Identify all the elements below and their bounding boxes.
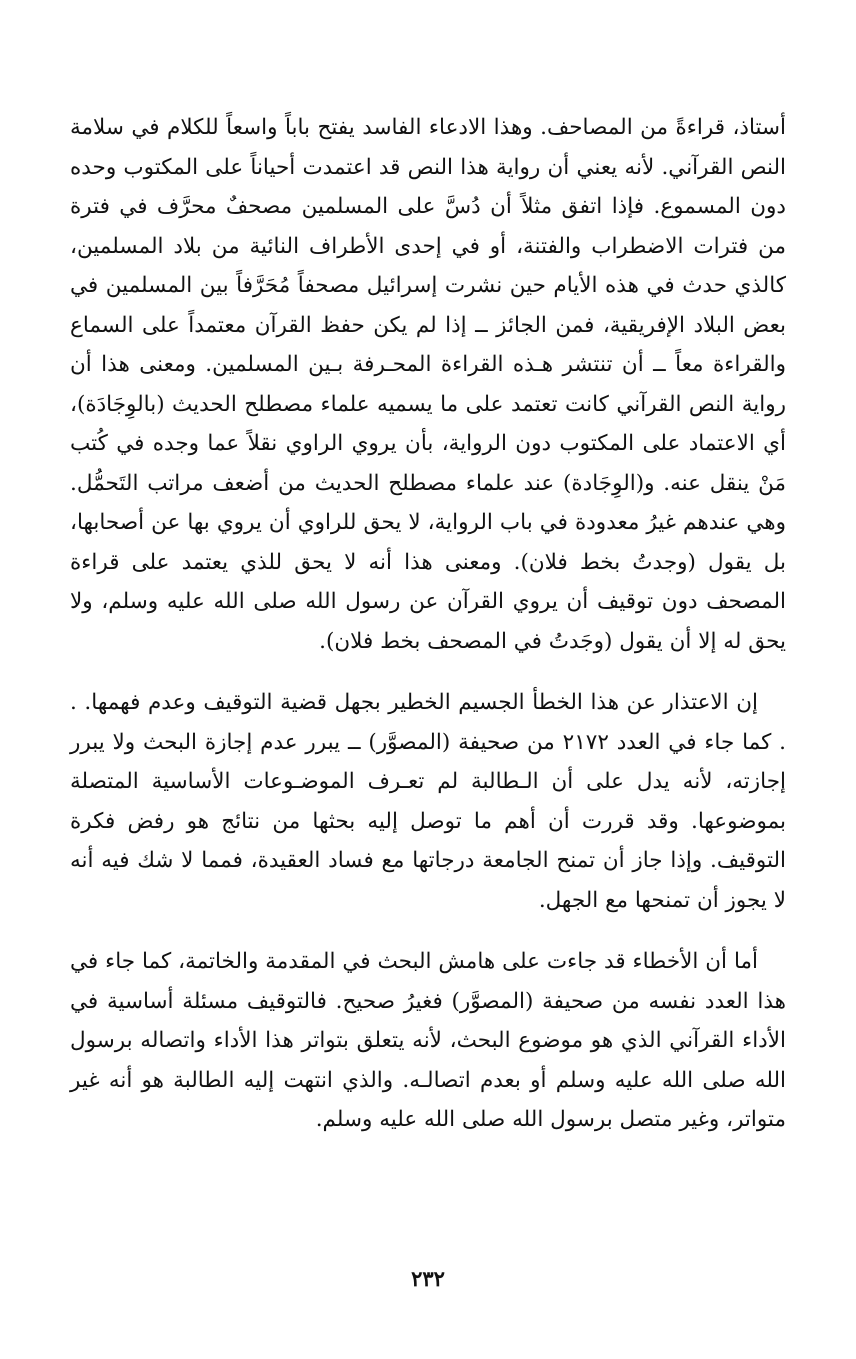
page-number: ٢٣٢ [411, 1266, 445, 1291]
paragraph-3: أما أن الأخطاء قد جاءت على هامش البحث في المقدمة والخاتمة، كما جاء في هذا العدد نفسه من صحيفة (المصوَّر) فغيرُ صحيح. فالتوقيف مسئلة أساسية في الأداء القرآني الذي هو موضوع البحث، لأنه يتعلق بتواتر هذا الأداء واتصاله برسول الله صلى الله عليه وسلم أو بعدم اتصالـه. والذي انتهت إليه الطالبة هو أنه غير متواتر، وغير متصل برسول الله صلى الله عليه وسلم. [70, 949, 786, 1132]
body-text [70, 108, 786, 1140]
paragraph-1: أستاذ، قراءةً من المصاحف. وهذا الادعاء الفاسد يفتح باباً واسعاً للكلام في سلامة النص القرآني. لأنه يعني أن رواية هذا النص قد اعتمدت أحياناً على المكتوب وحده دون المسموع. فإذا اتفق مثلاً أن دُسَّ على المسلمين مصحفٌ محرَّف في فترة من فترات الاضطراب والفتنة، أو في إحدى الأطراف النائية من بلاد المسلمين، كالذي حدث في هذه الأيام حين نشرت إسرائيل مصحفاً مُحَرَّفاً بين المسلمين في بعض البلاد الإفريقية، فمن الجائز ــ إذا لم يكن حفظ القرآن معتمداً على السماع والقراءة معاً ــ أن تنتشر هـذه القراءة المحـرفة بـين المسلمين. ومعنى هذا أن رواية النص القرآني كانت تعتمد على ما يسميه علماء مصطلح الحديث (بالوِجَادَة)، أي الاعتماد على المكتوب دون الرواية، بأن يروي الراوي نقلاً عما وجده في كُتب مَنْ ينقل عنه. و(الوِجَادة) عند علماء مصطلح الحديث من أضعف مراتب التَحمُّل. وهي عندهم غيرُ معدودة في باب الرواية، لا يحق للراوي أن يروي بها عن أصحابها، بل يقول (وجدتُ بخط فلان). ومعنى هذا أنه لا يحق للذي يعتمد على قراءة المصحف دون توقيف أن يروي القرآن عن رسول الله صلى الله عليه وسلم، ولا يحق له إلا أن يقول (وجَدتُ في المصحف بخط فلان). [70, 115, 786, 654]
paragraph-2: إن الاعتذار عن هذا الخطأ الجسيم الخطير بجهل قضية التوقيف وعدم فهمها. . . كما جاء في العدد ٢١٧٢ من صحيفة (المصوَّر) ــ يبرر عدم إجازة البحث ولا يبرر إجازته، لأنه يدل على أن الـطالبة لم تعـرف الموضـوعات الأساسية المتصلة بموضوعها. وقد قررت أن أهم ما توصل إليه بحثها من نتائج هو رفض فكرة التوقيف. وإذا جاز أن تمنح الجامعة درجاتها مع فساد العقيدة، فمما لا شك فيه أنه لا يجوز أن تمنحها مع الجهل. [70, 690, 786, 913]
